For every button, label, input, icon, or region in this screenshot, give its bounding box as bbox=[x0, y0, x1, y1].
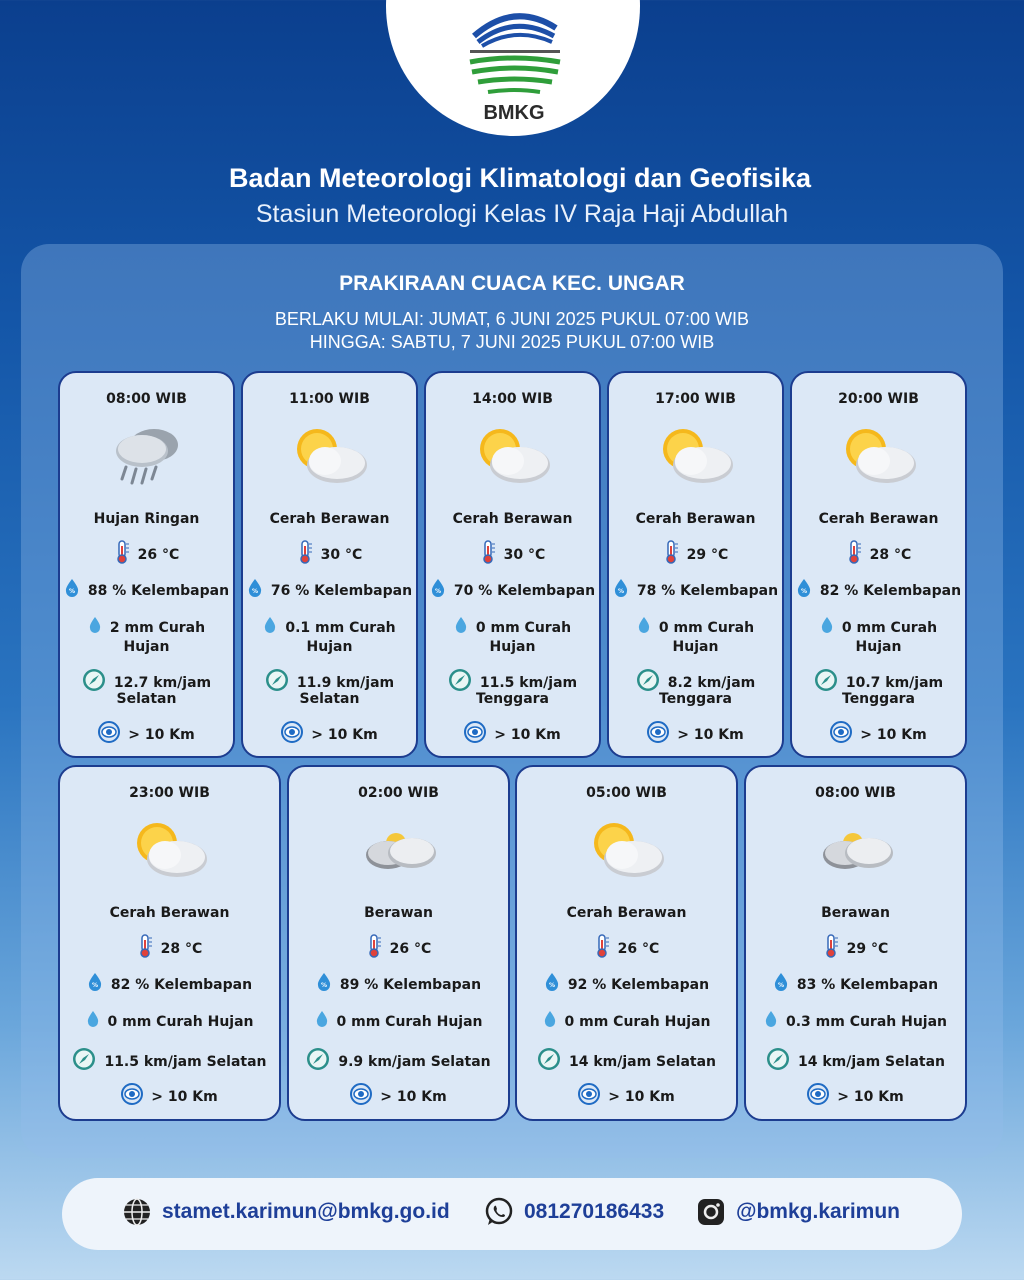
card-visibility: > 10 Km bbox=[609, 721, 782, 750]
card-temperature: 29 °C bbox=[746, 934, 965, 965]
card-wind-direction: Tenggara bbox=[659, 691, 732, 707]
card-wind: 9.9 km/jam Selatan bbox=[289, 1047, 508, 1078]
thermometer-icon bbox=[297, 540, 313, 564]
compass-icon bbox=[766, 1047, 790, 1071]
card-rainfall: 0 mm Curah Hujan bbox=[289, 1010, 508, 1035]
card-wind-direction: Selatan bbox=[299, 691, 360, 707]
card-rainfall: 0 mm Curah bbox=[609, 616, 782, 641]
card-time: 02:00 WIB bbox=[358, 785, 439, 801]
card-temperature: 28 °C bbox=[60, 934, 279, 965]
forecast-card bbox=[58, 371, 235, 758]
humidity-drop-icon bbox=[773, 972, 789, 992]
compass-icon bbox=[72, 1047, 96, 1071]
humidity-drop-icon bbox=[316, 972, 332, 992]
card-time: 17:00 WIB bbox=[655, 391, 736, 407]
rain-drop-icon bbox=[263, 616, 277, 634]
bmkg-logo bbox=[464, 6, 564, 126]
card-wind: 11.5 km/jam Selatan bbox=[60, 1047, 279, 1078]
svg-text:%: % bbox=[320, 982, 327, 989]
visibility-eye-icon bbox=[121, 1083, 143, 1105]
visibility-eye-icon bbox=[350, 1083, 372, 1105]
card-visibility: > 10 Km bbox=[792, 721, 965, 750]
visibility-eye-icon bbox=[281, 721, 303, 743]
svg-text:%: % bbox=[434, 588, 441, 595]
card-condition: Cerah Berawan bbox=[818, 511, 939, 527]
compass-icon bbox=[537, 1047, 561, 1071]
card-rainfall: 2 mm Curah bbox=[60, 616, 233, 641]
sun-cloud-icon bbox=[285, 421, 375, 491]
card-rainfall-unit: Hujan bbox=[855, 639, 902, 655]
card-time: 14:00 WIB bbox=[472, 391, 553, 407]
card-visibility: > 10 Km bbox=[60, 1083, 279, 1112]
humidity-drop-icon bbox=[247, 578, 263, 598]
thermometer-icon bbox=[846, 540, 862, 564]
card-temperature: 26 °C bbox=[289, 934, 508, 965]
compass-icon bbox=[306, 1047, 330, 1071]
visibility-eye-icon bbox=[578, 1083, 600, 1105]
card-condition: Cerah Berawan bbox=[452, 511, 573, 527]
card-rainfall: 0 mm Curah bbox=[426, 616, 599, 641]
rain-drop-icon bbox=[315, 1010, 329, 1028]
cloudy-icon bbox=[354, 815, 444, 885]
globe-icon bbox=[122, 1197, 152, 1227]
card-condition: Berawan bbox=[364, 905, 433, 921]
org-subtitle: Stasiun Meteorologi Kelas IV Raja Haji Abdullah bbox=[255, 200, 789, 228]
card-condition: Cerah Berawan bbox=[635, 511, 756, 527]
rain-drop-icon bbox=[86, 1010, 100, 1028]
card-wind: 11.5 km/jam bbox=[426, 668, 599, 699]
rain-drop-icon bbox=[637, 616, 651, 634]
card-rainfall: 0 mm Curah Hujan bbox=[60, 1010, 279, 1035]
card-rainfall-unit: Hujan bbox=[123, 639, 170, 655]
sun-cloud-icon bbox=[651, 421, 741, 491]
card-condition: Cerah Berawan bbox=[109, 905, 230, 921]
card-visibility: > 10 Km bbox=[60, 721, 233, 750]
rain-drop-icon bbox=[454, 616, 468, 634]
card-time: 08:00 WIB bbox=[106, 391, 187, 407]
thermometer-icon bbox=[366, 934, 382, 958]
visibility-eye-icon bbox=[830, 721, 852, 743]
email-text: stamet.karimun@bmkg.go.id bbox=[162, 1200, 450, 1223]
card-visibility: > 10 Km bbox=[289, 1083, 508, 1112]
instagram-icon bbox=[696, 1197, 726, 1227]
svg-text:%: % bbox=[251, 588, 258, 595]
card-humidity: % 88 % Kelembapan bbox=[60, 578, 233, 605]
sun-cloud-icon bbox=[125, 815, 215, 885]
card-rainfall: 0.1 mm Curah bbox=[243, 616, 416, 641]
card-visibility: > 10 Km bbox=[517, 1083, 736, 1112]
card-humidity: % 89 % Kelembapan bbox=[289, 972, 508, 999]
rain-cloud-icon bbox=[102, 421, 192, 491]
bmkg-logo-icon bbox=[464, 6, 564, 102]
visibility-eye-icon bbox=[98, 721, 120, 743]
card-wind: 12.7 km/jam bbox=[60, 668, 233, 699]
thermometer-icon bbox=[114, 540, 130, 564]
card-wind-direction: Selatan bbox=[116, 691, 177, 707]
card-humidity: % 92 % Kelembapan bbox=[517, 972, 736, 999]
card-temperature: 26 °C bbox=[60, 540, 233, 571]
rain-drop-icon bbox=[88, 616, 102, 634]
forecast-card bbox=[744, 765, 967, 1121]
rain-drop-icon bbox=[764, 1010, 778, 1028]
card-wind-direction: Tenggara bbox=[476, 691, 549, 707]
card-humidity: % 82 % Kelembapan bbox=[60, 972, 279, 999]
card-wind: 11.9 km/jam bbox=[243, 668, 416, 699]
card-visibility: > 10 Km bbox=[243, 721, 416, 750]
thermometer-icon bbox=[823, 934, 839, 958]
card-rainfall: 0.3 mm Curah Hujan bbox=[746, 1010, 965, 1035]
svg-text:%: % bbox=[777, 982, 784, 989]
card-temperature: 29 °C bbox=[609, 540, 782, 571]
card-wind: 14 km/jam Selatan bbox=[746, 1047, 965, 1078]
card-time: 05:00 WIB bbox=[586, 785, 667, 801]
card-condition: Hujan Ringan bbox=[93, 511, 200, 527]
card-temperature: 30 °C bbox=[426, 540, 599, 571]
forecast-card bbox=[58, 765, 281, 1121]
forecast-card bbox=[241, 371, 418, 758]
phone-text: 081270186433 bbox=[524, 1200, 665, 1223]
rain-drop-icon bbox=[543, 1010, 557, 1028]
thermometer-icon bbox=[480, 540, 496, 564]
card-rainfall: 0 mm Curah Hujan bbox=[517, 1010, 736, 1035]
card-condition: Berawan bbox=[821, 905, 890, 921]
forecast-card bbox=[287, 765, 510, 1121]
card-condition: Cerah Berawan bbox=[269, 511, 390, 527]
card-rainfall: 0 mm Curah bbox=[792, 616, 965, 641]
svg-text:%: % bbox=[617, 588, 624, 595]
card-humidity: % 82 % Kelembapan bbox=[792, 578, 965, 605]
visibility-eye-icon bbox=[464, 721, 486, 743]
forecast-card bbox=[424, 371, 601, 758]
card-visibility: > 10 Km bbox=[746, 1083, 965, 1112]
thermometer-icon bbox=[137, 934, 153, 958]
card-time: 23:00 WIB bbox=[129, 785, 210, 801]
card-temperature: 26 °C bbox=[517, 934, 736, 965]
humidity-drop-icon bbox=[544, 972, 560, 992]
sun-cloud-icon bbox=[582, 815, 672, 885]
forecast-card bbox=[607, 371, 784, 758]
thermometer-icon bbox=[663, 540, 679, 564]
card-wind: 10.7 km/jam bbox=[792, 668, 965, 699]
card-rainfall-unit: Hujan bbox=[672, 639, 719, 655]
forecast-title: PRAKIRAAN CUACA KEC. UNGAR bbox=[339, 272, 685, 295]
rain-drop-icon bbox=[820, 616, 834, 634]
forecast-card bbox=[790, 371, 967, 758]
svg-text:%: % bbox=[91, 982, 98, 989]
humidity-drop-icon bbox=[430, 578, 446, 598]
thermometer-icon bbox=[594, 934, 610, 958]
svg-text:%: % bbox=[548, 982, 555, 989]
whatsapp-icon bbox=[484, 1197, 514, 1227]
card-visibility: > 10 Km bbox=[426, 721, 599, 750]
card-wind: 8.2 km/jam bbox=[609, 668, 782, 699]
visibility-eye-icon bbox=[807, 1083, 829, 1105]
sun-cloud-icon bbox=[468, 421, 558, 491]
humidity-drop-icon bbox=[87, 972, 103, 992]
card-temperature: 30 °C bbox=[243, 540, 416, 571]
svg-text:%: % bbox=[800, 588, 807, 595]
logo-text: BMKG bbox=[483, 102, 545, 124]
card-time: 08:00 WIB bbox=[815, 785, 896, 801]
valid-to: HINGGA: SABTU, 7 JUNI 2025 PUKUL 07:00 WIB bbox=[309, 332, 715, 352]
card-rainfall-unit: Hujan bbox=[306, 639, 353, 655]
sun-cloud-icon bbox=[834, 421, 924, 491]
valid-from: BERLAKU MULAI: JUMAT, 6 JUNI 2025 PUKUL 07:00 WIB bbox=[274, 309, 750, 329]
card-time: 11:00 WIB bbox=[289, 391, 370, 407]
svg-text:%: % bbox=[68, 588, 75, 595]
contact-bar bbox=[62, 1178, 962, 1250]
org-title: Badan Meteorologi Klimatologi dan Geofisika bbox=[228, 163, 812, 193]
humidity-drop-icon bbox=[796, 578, 812, 598]
visibility-eye-icon bbox=[647, 721, 669, 743]
card-wind-direction: Tenggara bbox=[842, 691, 915, 707]
humidity-drop-icon bbox=[613, 578, 629, 598]
card-humidity: % 78 % Kelembapan bbox=[609, 578, 782, 605]
card-time: 20:00 WIB bbox=[838, 391, 919, 407]
instagram-text: @bmkg.karimun bbox=[736, 1200, 901, 1223]
card-wind: 14 km/jam Selatan bbox=[517, 1047, 736, 1078]
forecast-card bbox=[515, 765, 738, 1121]
cloudy-icon bbox=[811, 815, 901, 885]
card-condition: Cerah Berawan bbox=[566, 905, 687, 921]
card-humidity: % 83 % Kelembapan bbox=[746, 972, 965, 999]
humidity-drop-icon bbox=[64, 578, 80, 598]
card-humidity: % 76 % Kelembapan bbox=[243, 578, 416, 605]
card-temperature: 28 °C bbox=[792, 540, 965, 571]
card-rainfall-unit: Hujan bbox=[489, 639, 536, 655]
card-humidity: % 70 % Kelembapan bbox=[426, 578, 599, 605]
